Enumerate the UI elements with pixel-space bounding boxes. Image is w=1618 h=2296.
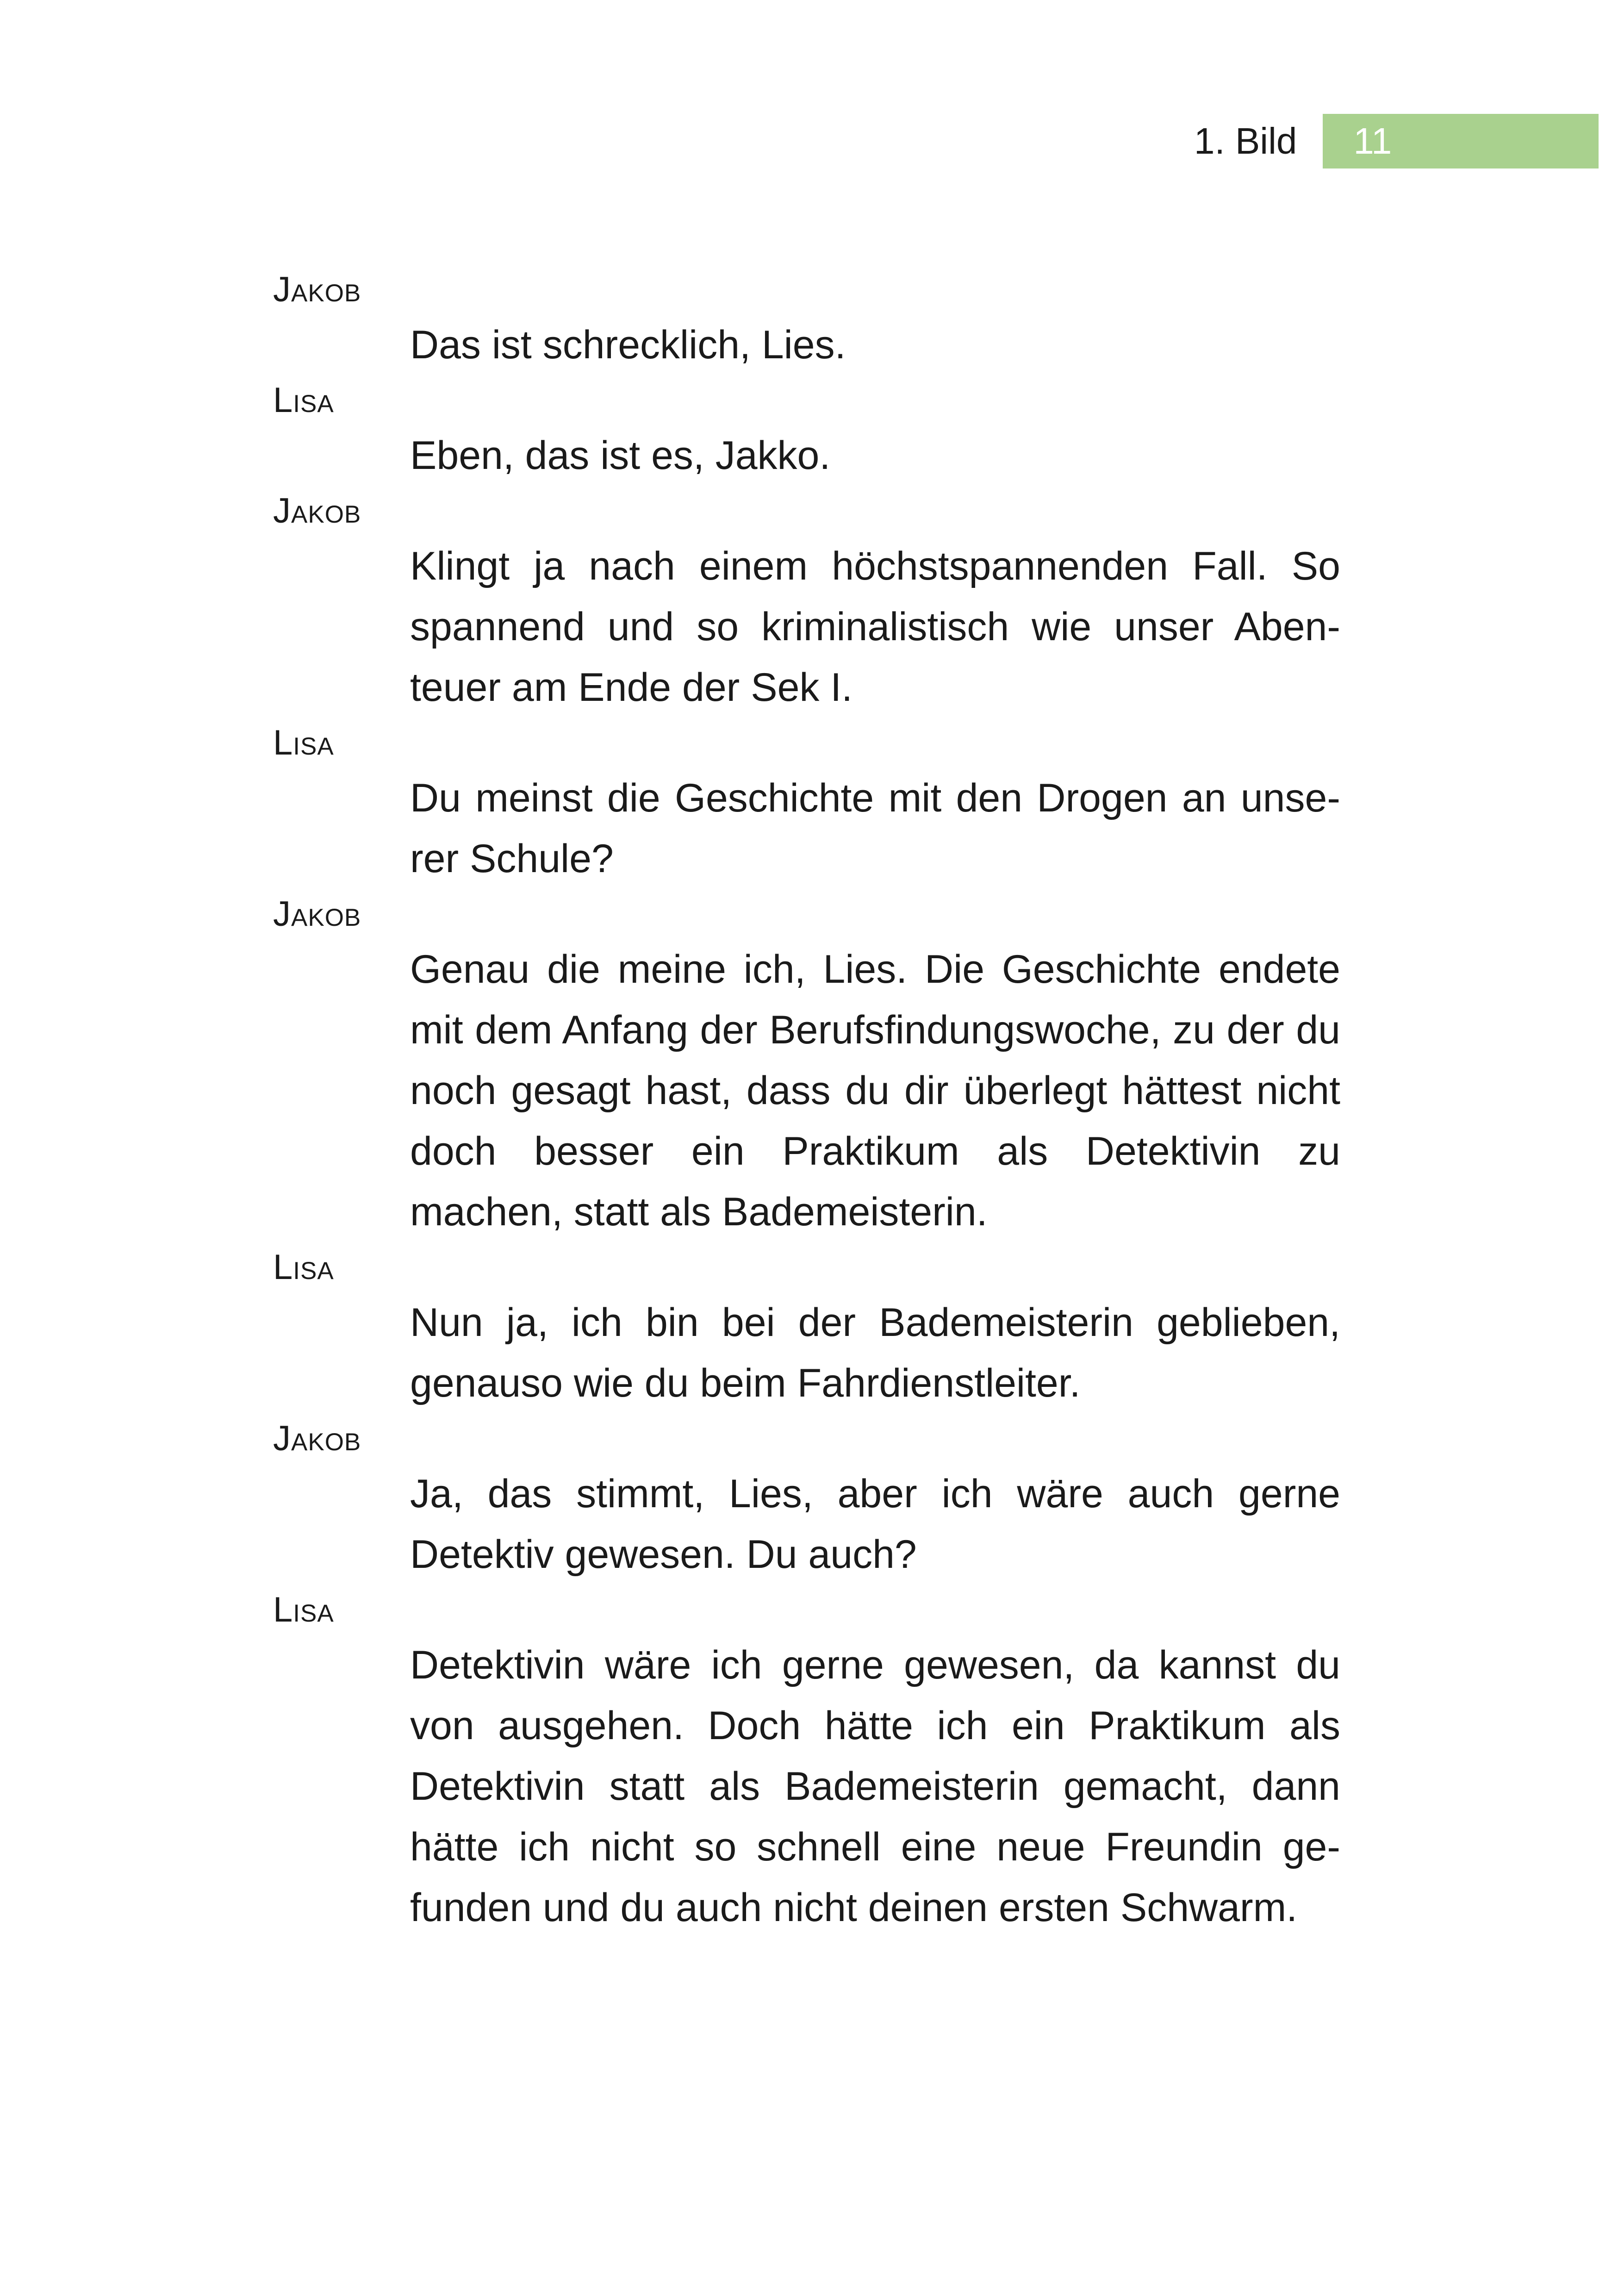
- dialogue-entry: [273, 268, 1340, 375]
- dialogue-entry: [273, 490, 1340, 718]
- speaker-name: Jakob: [273, 270, 361, 309]
- speaker-name: Jakob: [273, 894, 361, 934]
- dialogue-line: Du meinst die Geschichte mit den Drogen an unserer Schule?: [410, 776, 1340, 881]
- speaker-name: Lisa: [273, 381, 334, 420]
- dialogue-script: [273, 268, 1340, 1942]
- dialogue-entry: [273, 722, 1340, 889]
- dialogue-line: Das ist schrecklich, Lies.: [410, 323, 846, 367]
- speaker-name: Lisa: [273, 1590, 334, 1629]
- dialogue-line: Klingt ja nach einem höchstspannenden Fall. So spannend und so kriminalistisch wie unser Abenteuer am Ende der Sek I.: [410, 544, 1340, 710]
- dialogue-line: Eben, das ist es, Jakko.: [410, 433, 831, 478]
- running-header: [1194, 114, 1599, 168]
- dialogue-entry: [273, 379, 1340, 486]
- dialogue-entry: [273, 1589, 1340, 1938]
- dialogue-entry: [273, 1417, 1340, 1585]
- speaker-name: Lisa: [273, 723, 334, 762]
- speaker-name: Jakob: [273, 491, 361, 530]
- dialogue-line: Ja, das stimmt, Lies, aber ich wäre auch gerne Detektiv gewesen. Du auch?: [410, 1472, 1340, 1577]
- speaker-name: Lisa: [273, 1248, 334, 1287]
- dialogue-line: Detektivin wäre ich gerne gewesen, da kannst du von ausgehen. Doch hätte ich ein Praktikum als Detektivin statt als Bademeisterin gemacht, dann hätte ich nicht so schnell eine neue Freundin gefunden und du auch nicht deinen ersten Schwarm.: [410, 1643, 1340, 1930]
- page-number: 11: [1353, 120, 1392, 162]
- speaker-name: Jakob: [273, 1419, 361, 1458]
- dialogue-line: Genau die meine ich, Lies. Die Geschichte endete mit dem Anfang der Berufsfindungswoche, zu der du noch gesagt hast, dass du dir überlegt hättest nicht doch besser ein Praktikum als Detektivin zu machen, statt als Bademeisterin.: [410, 947, 1340, 1234]
- dialogue-entry: [273, 1246, 1340, 1414]
- page-number-badge: [1323, 114, 1599, 168]
- chapter-title: 1. Bild: [1194, 120, 1297, 162]
- dialogue-line: Nun ja, ich bin bei der Bademeisterin geblieben, genauso wie du beim Fahrdienstleiter.: [410, 1300, 1340, 1405]
- dialogue-entry: [273, 893, 1340, 1242]
